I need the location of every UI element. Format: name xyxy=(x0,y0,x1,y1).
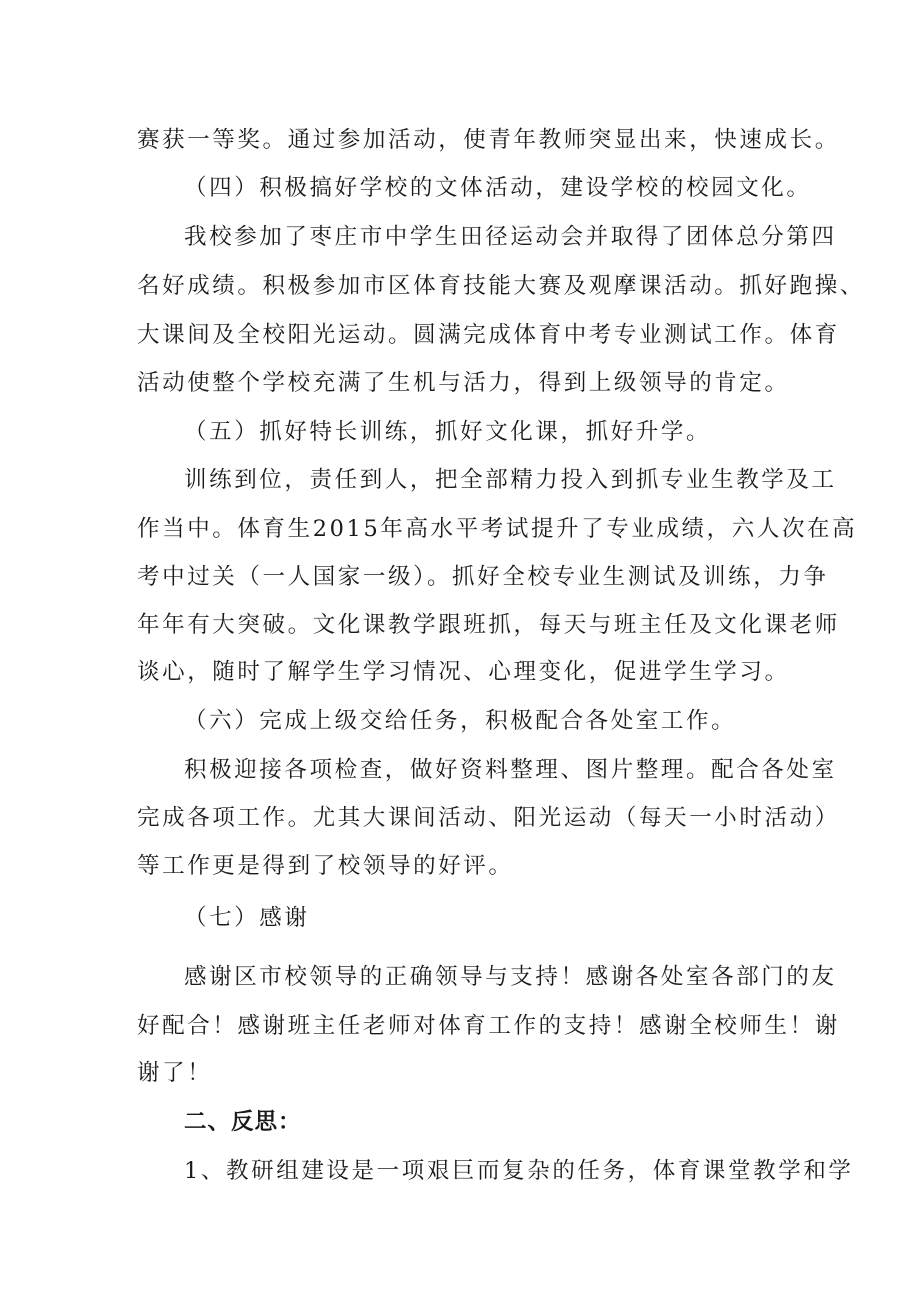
paragraph-line-3: 我校参加了枣庄市中学生田径运动会并取得了团体总分第四 xyxy=(184,224,837,250)
paragraph-line-6: 活动使整个学校充满了生机与活力，得到上级领导的肯定。 xyxy=(137,370,790,396)
section-heading-4: （四）积极搞好学校的文体活动，建设学校的校园文化。 xyxy=(184,175,812,201)
paragraph-line-5: 大课间及全校阳光运动。圆满完成体育中考专业测试工作。体育 xyxy=(137,322,840,348)
paragraph-line-20: 谢了！ xyxy=(137,1060,213,1086)
paragraph-line-14: 积极迎接各项检查，做好资料整理、图片整理。配合各处室 xyxy=(184,757,837,783)
paragraph-line-9: 作当中。体育生2015年高水平考试提升了专业成绩，六人次在高 xyxy=(137,516,858,542)
paragraph-line-18: 感谢区市校领导的正确领导与支持！感谢各处室各部门的友 xyxy=(184,964,837,990)
section-heading-6: （六）完成上级交给任务，积极配合各处室工作。 xyxy=(184,708,737,734)
paragraph-line-12: 谈心，随时了解学生学习情况、心理变化，促进学生学习。 xyxy=(137,659,790,685)
paragraph-line-10: 考中过关（一人国家一级）。抓好全校专业生测试及训练，力争 xyxy=(137,564,829,590)
section-heading-reflection: 二、反思： xyxy=(184,1109,302,1135)
paragraph-line-16: 等工作更是得到了校领导的好评。 xyxy=(137,853,514,879)
paragraph-line-4: 名好成绩。积极参加市区体育技能大赛及观摩课活动。抓好跑操、 xyxy=(137,273,865,299)
section-heading-5: （五）抓好特长训练，抓好文化课，抓好升学。 xyxy=(184,419,712,445)
paragraph-line-1: 赛获一等奖。通过参加活动，使青年教师突显出来，快速成长。 xyxy=(137,127,840,153)
section-heading-7: （七）感谢 xyxy=(184,905,310,931)
paragraph-line-22: 1、教研组建设是一项艰巨而复杂的任务，体育课堂教学和学 xyxy=(184,1158,854,1184)
paragraph-line-15: 完成各项工作。尤其大课间活动、阳光运动（每天一小时活动） xyxy=(137,805,840,831)
paragraph-line-11: 年年有大突破。文化课教学跟班抓，每天与班主任及文化课老师 xyxy=(137,612,840,638)
paragraph-line-8: 训练到位，责任到人，把全部精力投入到抓专业生教学及工 xyxy=(184,467,837,493)
paragraph-line-19: 好配合！感谢班主任老师对体育工作的支持！感谢全校师生！谢 xyxy=(137,1013,840,1039)
